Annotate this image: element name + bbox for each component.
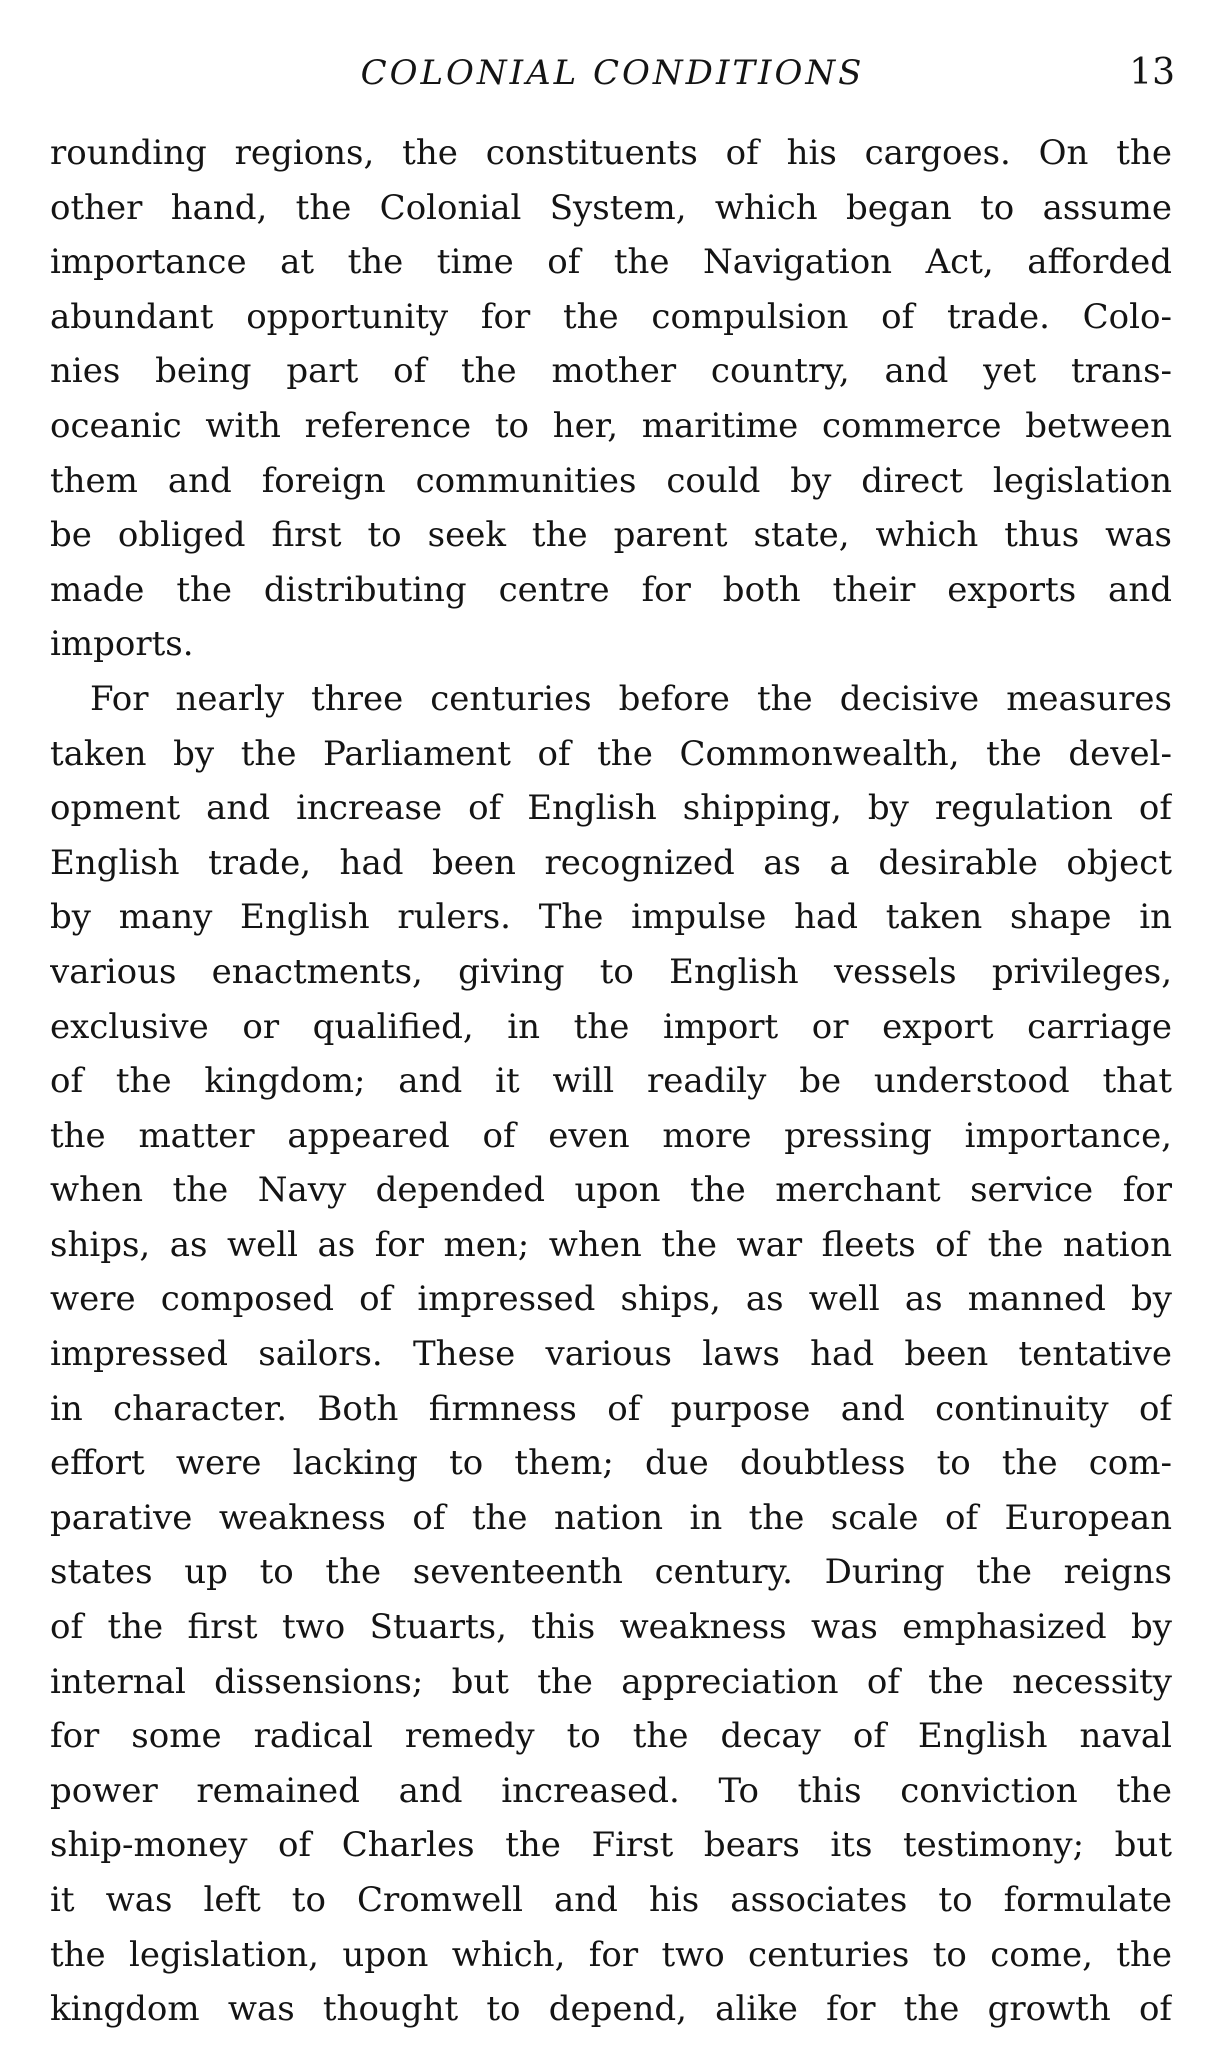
text-line: states up to the seventeenth century. During the reigns: [50, 1552, 1172, 1593]
text-line: various enactments, giving to English vessels privileges,: [50, 951, 1172, 992]
running-title: COLONIAL CONDITIONS: [360, 53, 865, 93]
text-line: the legislation, upon which, for two centuries to come, the: [50, 1934, 1172, 1975]
text-line: for some radical remedy to the decay of English naval: [50, 1716, 1172, 1757]
text-line: taken by the Parliament of the Commonwealth, the devel-: [50, 733, 1172, 774]
text-line: rounding regions, the constituents of his cargoes. On the: [50, 133, 1172, 173]
text-line: of the first two Stuarts, this weakness was emphasized by: [50, 1607, 1172, 1648]
text-line: them and foreign communities could by direct legislation: [50, 460, 1172, 501]
text-line: ships, as well as for men; when the war fleets of the nation: [50, 1224, 1172, 1265]
text-line: abundant opportunity for the compulsion of trade. Colo-: [50, 296, 1172, 337]
text-line: were composed of impressed ships, as well as manned by: [50, 1279, 1172, 1320]
running-head: [50, 48, 1175, 98]
text-line: when the Navy depended upon the merchant service for: [50, 1170, 1172, 1211]
text-line: opment and increase of English shipping, by regulation of: [50, 788, 1172, 829]
text-line: be obliged first to seek the parent state, which thus was: [50, 515, 1172, 556]
text-line: it was left to Cromwell and his associates to formulate: [50, 1880, 1172, 1920]
paragraph-1: [50, 126, 1172, 672]
text-line: parative weakness of the nation in the scale of European: [50, 1497, 1172, 1538]
text-line: power remained and increased. To this conviction the: [50, 1770, 1172, 1811]
text-line: other hand, the Colonial System, which began to assume: [50, 187, 1172, 228]
text-line: internal dissensions; but the appreciation of the necessity: [50, 1661, 1172, 1702]
page-number: 13: [1129, 52, 1175, 93]
text-line: imports.: [50, 624, 194, 665]
text-line: in character. Both firmness of purpose and continuity of: [50, 1388, 1172, 1429]
text-line: nies being part of the mother country, and yet trans-: [50, 351, 1172, 392]
text-line: impressed sailors. These various laws had been tentative: [50, 1334, 1172, 1375]
text-line: For nearly three centuries before the decisive measures: [90, 678, 1172, 719]
text-line: by many English rulers. The impulse had taken shape in: [50, 897, 1172, 938]
text-line: kingdom was thought to depend, alike for the growth of: [50, 1989, 1172, 2030]
text-line: of the kingdom; and it will readily be understood that: [50, 1061, 1172, 1102]
text-line: oceanic with reference to her, maritime commerce between: [50, 405, 1172, 446]
body-text: [50, 126, 1172, 2037]
text-line: effort were lacking to them; due doubtless to the com-: [50, 1443, 1172, 1484]
text-line: English trade, had been recognized as a desirable object: [50, 842, 1172, 883]
paragraph-2: [50, 672, 1172, 2037]
text-line: exclusive or qualified, in the import or export carriage: [50, 1006, 1172, 1047]
text-line: the matter appeared of even more pressing importance,: [50, 1115, 1172, 1156]
text-line: ship-money of Charles the First bears its testimony; but: [50, 1825, 1172, 1866]
text-line: importance at the time of the Navigation Act, afforded: [50, 242, 1172, 283]
text-line: made the distributing centre for both their exports and: [50, 569, 1172, 610]
